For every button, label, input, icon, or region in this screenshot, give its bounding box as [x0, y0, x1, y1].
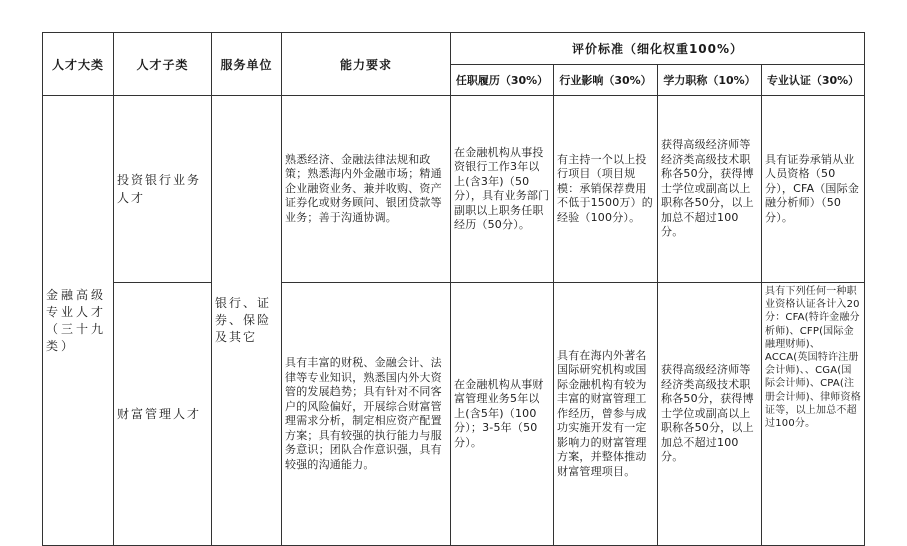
category-text: 金融高级专业人才（三十九类）	[46, 287, 107, 353]
table-row-1-subcategory: 投资银行业务人才	[113, 95, 212, 283]
table-row-1-influence: 有主持一个以上投行项目（项目规模：承销保荐费用不低于1500万）的经验（100分）。	[553, 95, 658, 283]
table-row-1-experience: 在金融机构从事投资银行工作3年以上(含3年)（50分），具有业务部门副职以上职务任职经历（50分）。	[450, 95, 554, 283]
header-ability: 能力要求	[281, 32, 451, 96]
table-row-2-experience: 在金融机构从事财富管理业务5年以上(含5年)（100分）；3-5年（50分）。	[450, 282, 554, 546]
table-row-2-certification: 具有下列任何一种职业资格认证各计入20分：CFA(特许金融分析师)、CFP(国际金融理财师)、ACCA(英国特许注册会计师)、、CGA(国际会计师)、CPA(注册会计师)、律师资格证等，以上加总不超过100分。	[761, 282, 865, 546]
header-service-unit: 服务单位	[211, 32, 282, 96]
header-criterion-certification: 专业认证（30%）	[761, 64, 865, 96]
service-unit-cell	[211, 95, 282, 546]
table-row-1-title: 获得高级经济师等经济类高级技术职称各50分，获得博士学位或副高以上职称各50分，以上加总不超过100分。	[657, 95, 762, 283]
header-criterion-experience: 任职履历（30%）	[450, 64, 554, 96]
table-row-1-certification: 具有证券承销从业人员资格（50分），CFA（国际金融分析师）（50分）。	[761, 95, 865, 283]
table-row-2-ability: 具有丰富的财税、金融会计、法律等专业知识，熟悉国内外大资管的发展趋势；具有针对不同客户的风险偏好，开展综合财富管理需求分析，制定相应资产配置方案；具有较强的执行能力与服务意识；团队合作意识强，具有较强的沟通能力。	[281, 282, 451, 546]
header-criterion-influence: 行业影响（30%）	[553, 64, 658, 96]
category-cell	[42, 95, 114, 546]
table-row-1-ability: 熟悉经济、金融法律法规和政策；熟悉海内外金融市场；精通企业融资业务、兼并收购、资产证券化或财务顾问、银团贷款等业务；善于沟通协调。	[281, 95, 451, 283]
header-evaluation: 评价标准（细化权重100%）	[450, 32, 865, 65]
table-row-2-influence: 具有在海内外著名国际研究机构或国际金融机构有较为丰富的财富管理工作经历，曾参与成功实施开发有一定影响力的财富管理方案，并整体推动财富管理项目。	[553, 282, 658, 546]
header-category: 人才大类	[42, 32, 114, 96]
service-unit-text: 银行、证券、保险及其它	[215, 296, 272, 344]
header-criterion-title: 学力职称（10%）	[657, 64, 762, 96]
header-subcategory: 人才子类	[113, 32, 212, 96]
table-row-2-subcategory: 财富管理人才	[113, 282, 212, 546]
table-row-2-title: 获得高级经济师等经济类高级技术职称各50分，获得博士学位或副高以上职称各50分，以上加总不超过100分。	[657, 282, 762, 546]
